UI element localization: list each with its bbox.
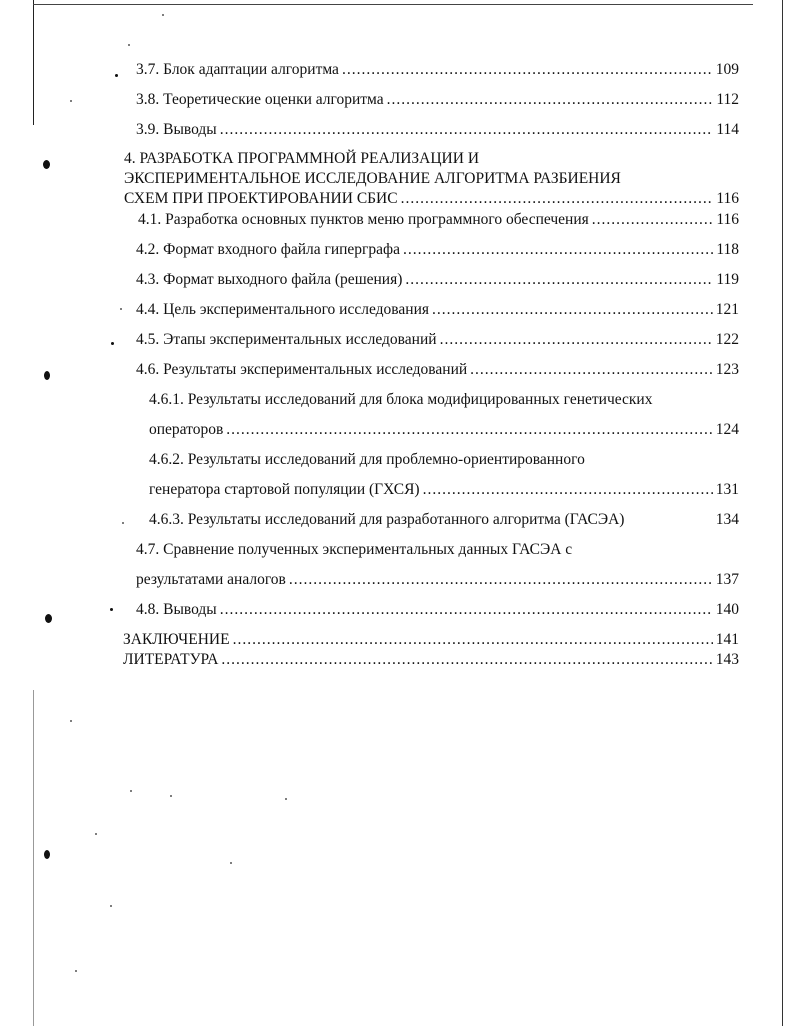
- scan-speck: [128, 44, 130, 46]
- binding-hole-mark: [44, 850, 50, 859]
- toc-leader-dots: [432, 301, 713, 319]
- scan-speck: [110, 608, 113, 611]
- scan-speck: [162, 14, 164, 16]
- scan-edge-right: [782, 0, 783, 1026]
- toc-entry-page: 121: [715, 301, 739, 318]
- toc-entry-title: 4.4. Цель экспериментального исследования: [136, 301, 429, 318]
- toc-entry-page: 143: [715, 651, 739, 668]
- toc-entry-4-2[interactable]: [136, 241, 739, 259]
- toc-leader-dots: [440, 331, 713, 349]
- toc-entry-title: 4.6. Результаты экспериментальных исследований: [136, 361, 468, 378]
- toc-entry-4-6-2-line-1[interactable]: 4.6.2. Результаты исследований для проблемно-ориентированного: [149, 451, 585, 468]
- toc-leader-dots: [342, 61, 713, 79]
- toc-entry-4-8[interactable]: [136, 601, 739, 619]
- scan-speck: [122, 522, 124, 524]
- toc-entry-title: 3.7. Блок адаптации алгоритма: [136, 61, 339, 78]
- scan-edge-left-lower: [33, 690, 34, 1026]
- binding-hole-mark: [43, 160, 50, 169]
- toc-entry-4-6[interactable]: [136, 361, 739, 379]
- toc-chapter-4-line-3[interactable]: [124, 190, 739, 208]
- scan-speck: [75, 970, 77, 972]
- toc-leader-dots: [289, 571, 713, 589]
- toc-entry-page: 122: [715, 331, 739, 348]
- toc-entry-conclusion[interactable]: [123, 631, 739, 649]
- scan-speck: [95, 833, 97, 835]
- toc-leader-dots: [220, 601, 713, 619]
- toc-entry-3-8[interactable]: [136, 91, 739, 109]
- toc-leader-dots: [470, 361, 713, 379]
- toc-leader-dots: [403, 241, 713, 259]
- scan-speck: [111, 342, 114, 345]
- toc-entry-page: 124: [715, 421, 739, 438]
- toc-entry-page: 112: [716, 91, 739, 108]
- scan-speck: [230, 862, 232, 864]
- toc-entry-title: ЗАКЛЮЧЕНИЕ: [123, 631, 230, 648]
- toc-entry-4-1[interactable]: [138, 211, 739, 229]
- toc-entry-title: 3.9. Выводы: [136, 121, 217, 138]
- toc-entry-4-4[interactable]: [136, 301, 739, 319]
- toc-entry-title: 3.8. Теоретические оценки алгоритма: [136, 91, 384, 108]
- toc-entry-page: 116: [716, 211, 739, 228]
- toc-entry-3-7[interactable]: [136, 61, 739, 79]
- toc-entry-4-7-line-2[interactable]: [136, 571, 739, 589]
- toc-entry-title: 4.6.3. Результаты исследований для разработанного алгоритма (ГАСЭА): [149, 511, 625, 528]
- scan-speck: [170, 795, 172, 797]
- scan-edge-top: [33, 4, 753, 5]
- toc-leader-dots: [592, 211, 714, 229]
- toc-entry-title: 4.3. Формат выходного файла (решения): [136, 271, 403, 288]
- toc-entry-4-3[interactable]: [136, 271, 739, 289]
- toc-entry-4-6-3[interactable]: [149, 511, 739, 529]
- scan-speck: [130, 790, 132, 792]
- scan-edge-left: [33, 0, 34, 125]
- toc-entry-4-7-line-1[interactable]: 4.7. Сравнение полученных экспериментальных данных ГАСЭА с: [136, 541, 573, 558]
- scan-speck: [285, 798, 287, 800]
- toc-entry-title: 4.8. Выводы: [136, 601, 217, 618]
- toc-entry-page: 137: [715, 571, 739, 588]
- toc-entry-4-6-1-line-1[interactable]: 4.6.1. Результаты исследований для блока модифицированных генетических: [149, 391, 653, 408]
- toc-entry-4-6-2-line-2[interactable]: [149, 481, 739, 499]
- toc-chapter-4-line-2[interactable]: ЭКСПЕРИМЕНТАЛЬНОЕ ИССЛЕДОВАНИЕ АЛГОРИТМА РАЗБИЕНИЯ: [124, 170, 621, 187]
- scan-speck: [110, 905, 112, 907]
- toc-entry-3-9[interactable]: [136, 121, 739, 139]
- toc-leader-dots: [405, 271, 713, 289]
- scan-speck: [120, 308, 122, 310]
- toc-entry-4-5[interactable]: [136, 331, 739, 349]
- scan-speck: [70, 720, 72, 722]
- toc-leader-dots: [226, 421, 712, 439]
- toc-entry-page: 118: [716, 241, 739, 258]
- toc-entry-page: 140: [715, 601, 739, 618]
- toc-entry-page: 114: [716, 121, 739, 138]
- toc-entry-title: результатами аналогов: [136, 571, 286, 588]
- toc-leader-dots: [387, 91, 714, 109]
- toc-leader-dots: [233, 631, 713, 649]
- toc-entry-title: СХЕМ ПРИ ПРОЕКТИРОВАНИИ СБИС: [124, 190, 398, 207]
- toc-entry-title: генератора стартовой популяции (ГХСЯ): [149, 481, 420, 498]
- toc-entry-page: 116: [716, 190, 739, 207]
- toc-entry-page: 119: [716, 271, 739, 288]
- toc-entry-title: ЛИТЕРАТУРА: [123, 651, 219, 668]
- toc-leader-dots: [423, 481, 713, 499]
- toc-entry-title: 4.5. Этапы экспериментальных исследований: [136, 331, 437, 348]
- toc-chapter-4-line-1[interactable]: 4. РАЗРАБОТКА ПРОГРАММНОЙ РЕАЛИЗАЦИИ И: [124, 150, 480, 167]
- toc-entry-title: 4.2. Формат входного файла гиперграфа: [136, 241, 400, 258]
- toc-leader-dots: [401, 190, 714, 208]
- toc-entry-page: 123: [715, 361, 739, 378]
- toc-entry-4-6-1-line-2[interactable]: [149, 421, 739, 439]
- toc-entry-page: 141: [715, 631, 739, 648]
- toc-leader-dots: [220, 121, 714, 139]
- scan-speck: [115, 74, 118, 77]
- toc-entry-page: 109: [715, 61, 739, 78]
- toc-entry-title: 4.1. Разработка основных пунктов меню программного обеспечения: [138, 211, 589, 228]
- scan-speck: [70, 100, 72, 102]
- binding-hole-mark: [44, 371, 50, 380]
- toc-entry-page: 131: [715, 481, 739, 498]
- toc-entry-page: 134: [715, 511, 739, 528]
- binding-hole-mark: [45, 614, 52, 623]
- toc-entry-title: операторов: [149, 421, 224, 438]
- toc-leader-dots: [221, 651, 712, 669]
- toc-entry-literature[interactable]: [123, 651, 739, 669]
